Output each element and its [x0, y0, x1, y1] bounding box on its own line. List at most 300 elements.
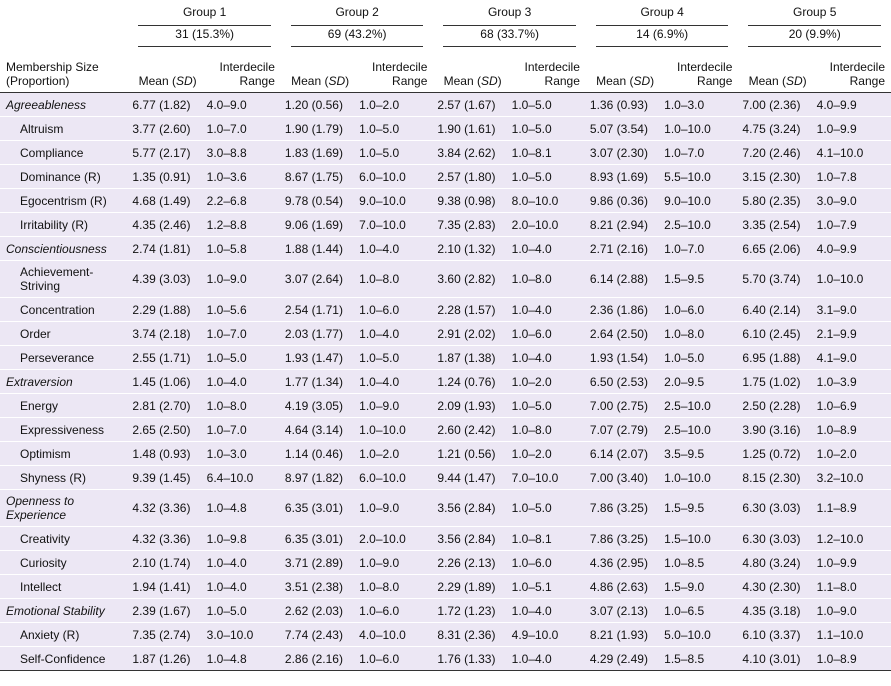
mean-sd-cell: 6.65 (2.06)	[738, 237, 812, 261]
mean-sd-cell: 3.60 (2.82)	[433, 261, 507, 298]
mean-sd-cell: 1.93 (1.54)	[586, 346, 660, 370]
range-cell: 1.5–9.5	[660, 490, 738, 527]
mean-sd-cell: 1.14 (0.46)	[281, 442, 355, 466]
facet-label: Optimism	[0, 442, 128, 466]
range-cell: 1.0–6.0	[508, 551, 586, 575]
mean-sd-cell: 4.10 (3.01)	[738, 647, 812, 671]
factor-label: Agreeableness	[0, 93, 128, 117]
mean-sd-cell: 9.06 (1.69)	[281, 213, 355, 237]
range-cell: 2.0–9.5	[660, 370, 738, 394]
range-cell: 6.0–10.0	[355, 466, 433, 490]
mean-sd-cell: 8.21 (1.93)	[586, 623, 660, 647]
range-cell: 2.5–10.0	[660, 394, 738, 418]
range-cell: 1.0–8.5	[660, 551, 738, 575]
range-cell: 7.0–10.0	[508, 466, 586, 490]
mean-sd-cell: 6.30 (3.03)	[738, 490, 812, 527]
mean-sd-cell: 6.40 (2.14)	[738, 298, 812, 322]
range-cell: 1.0–5.0	[508, 93, 586, 117]
range-cell: 3.0–10.0	[203, 623, 281, 647]
range-cell: 1.0–9.9	[813, 551, 891, 575]
range-cell: 1.0–4.0	[508, 298, 586, 322]
mean-sd-cell: 8.15 (2.30)	[738, 466, 812, 490]
mean-sd-cell: 3.07 (2.30)	[586, 141, 660, 165]
mean-sd-cell: 1.87 (1.26)	[128, 647, 202, 671]
range-cell: 1.0–9.9	[813, 117, 891, 141]
range-cell: 1.0–4.8	[203, 647, 281, 671]
range-cell: 1.0–4.0	[203, 370, 281, 394]
mean-sd-cell: 2.36 (1.86)	[586, 298, 660, 322]
range-cell: 4.0–10.0	[355, 623, 433, 647]
header-empty-cell	[0, 0, 128, 26]
range-cell: 1.0–8.1	[508, 527, 586, 551]
range-cell: 2.2–6.8	[203, 189, 281, 213]
mean-sd-cell: 7.86 (3.25)	[586, 490, 660, 527]
mean-sd-cell: 1.21 (0.56)	[433, 442, 507, 466]
range-cell: 1.0–3.6	[203, 165, 281, 189]
range-cell: 2.0–10.0	[508, 213, 586, 237]
mean-label: Mean (	[138, 74, 176, 88]
range-cell: 1.0–5.0	[203, 346, 281, 370]
range-cell: 9.0–10.0	[355, 189, 433, 213]
mean-sd-cell: 6.10 (3.37)	[738, 623, 812, 647]
range-cell: 1.0–8.0	[203, 394, 281, 418]
factor-label: Openness to Experience	[0, 490, 128, 527]
range-cell: 1.0–5.0	[355, 346, 433, 370]
facet-label: Achievement-Striving	[0, 261, 128, 298]
mean-sd-cell: 4.68 (1.49)	[128, 189, 202, 213]
mean-sd-cell: 2.54 (1.71)	[281, 298, 355, 322]
mean-sd-cell: 5.70 (3.74)	[738, 261, 812, 298]
facet-label: Curiosity	[0, 551, 128, 575]
mean-sd-cell: 1.93 (1.47)	[281, 346, 355, 370]
table-row	[0, 442, 891, 466]
interdecile-range-header: Interdecile Range	[660, 48, 738, 93]
range-cell: 1.0–4.8	[203, 490, 281, 527]
mean-sd-cell: 2.62 (2.03)	[281, 599, 355, 623]
factor-label: Extraversion	[0, 370, 128, 394]
mean-sd-cell: 3.90 (3.16)	[738, 418, 812, 442]
range-cell: 1.0–10.0	[355, 418, 433, 442]
mean-sd-cell: 2.26 (2.13)	[433, 551, 507, 575]
mean-close: )	[497, 74, 502, 88]
range-cell: 1.0–7.0	[203, 117, 281, 141]
mean-sd-cell: 6.50 (2.53)	[586, 370, 660, 394]
mean-sd-cell: 7.35 (2.83)	[433, 213, 507, 237]
range-cell: 4.0–9.0	[203, 93, 281, 117]
facet-label: Dominance (R)	[0, 165, 128, 189]
table-header	[0, 0, 891, 93]
range-cell: 1.0–4.0	[508, 346, 586, 370]
range-cell: 1.0–4.0	[508, 237, 586, 261]
mean-sd-cell: 5.77 (2.17)	[128, 141, 202, 165]
mean-sd-cell: 1.83 (1.69)	[281, 141, 355, 165]
mean-sd-cell: 5.80 (2.35)	[738, 189, 812, 213]
subheader-row	[0, 48, 891, 93]
sd-label: SD	[785, 74, 803, 88]
mean-sd-cell: 8.67 (1.75)	[281, 165, 355, 189]
table-row	[0, 189, 891, 213]
mean-sd-cell: 3.56 (2.84)	[433, 527, 507, 551]
mean-sd-cell: 1.87 (1.38)	[433, 346, 507, 370]
mean-sd-cell: 4.86 (2.63)	[586, 575, 660, 599]
range-cell: 1.0–4.0	[203, 551, 281, 575]
range-cell: 1.2–10.0	[813, 527, 891, 551]
mean-sd-cell: 6.10 (2.45)	[738, 322, 812, 346]
mean-sd-header	[433, 48, 507, 93]
range-cell: 1.0–7.0	[660, 141, 738, 165]
factor-label: Conscientiousness	[0, 237, 128, 261]
range-cell: 2.1–9.9	[813, 322, 891, 346]
mean-sd-cell: 2.57 (1.67)	[433, 93, 507, 117]
range-cell: 1.0–5.0	[508, 165, 586, 189]
mean-sd-cell: 2.65 (2.50)	[128, 418, 202, 442]
table-row	[0, 322, 891, 346]
table-row	[0, 346, 891, 370]
mean-sd-cell: 3.84 (2.62)	[433, 141, 507, 165]
interdecile-range-header: Interdecile Range	[813, 48, 891, 93]
range-cell: 1.0–3.0	[660, 93, 738, 117]
table-row	[0, 141, 891, 165]
range-cell: 1.0–8.0	[355, 261, 433, 298]
range-cell: 1.0–4.0	[508, 599, 586, 623]
mean-sd-cell: 4.29 (2.49)	[586, 647, 660, 671]
range-cell: 1.0–8.0	[355, 575, 433, 599]
mean-sd-cell: 6.14 (2.88)	[586, 261, 660, 298]
range-cell: 1.0–7.8	[813, 165, 891, 189]
table-row	[0, 418, 891, 442]
mean-sd-cell: 2.09 (1.93)	[433, 394, 507, 418]
table-row	[0, 527, 891, 551]
range-cell: 1.0–6.0	[508, 322, 586, 346]
group-count-row	[0, 26, 891, 48]
mean-sd-cell: 3.77 (2.60)	[128, 117, 202, 141]
facet-label: Expressiveness	[0, 418, 128, 442]
mean-sd-cell: 1.72 (1.23)	[433, 599, 507, 623]
mean-sd-cell: 1.36 (0.93)	[586, 93, 660, 117]
group-1-header: Group 1	[128, 0, 281, 26]
range-cell: 1.0–4.0	[355, 322, 433, 346]
mean-sd-cell: 4.30 (2.30)	[738, 575, 812, 599]
facet-label: Intellect	[0, 575, 128, 599]
table-row	[0, 490, 891, 527]
range-cell: 1.0–2.0	[508, 442, 586, 466]
mean-sd-cell: 9.39 (1.45)	[128, 466, 202, 490]
group-4-header: Group 4	[586, 0, 739, 26]
range-cell: 1.0–9.0	[355, 551, 433, 575]
range-cell: 1.0–4.0	[355, 237, 433, 261]
group-3-count: 68 (33.7%)	[433, 26, 586, 48]
range-cell: 1.0–8.0	[508, 261, 586, 298]
mean-sd-cell: 4.19 (3.05)	[281, 394, 355, 418]
mean-label: Mean (	[748, 74, 786, 88]
range-cell: 1.0–6.0	[355, 298, 433, 322]
mean-label: Mean (	[596, 74, 634, 88]
range-cell: 4.9–10.0	[508, 623, 586, 647]
range-cell: 6.4–10.0	[203, 466, 281, 490]
mean-sd-cell: 4.64 (3.14)	[281, 418, 355, 442]
group-name-row	[0, 0, 891, 26]
table-row	[0, 117, 891, 141]
mean-sd-cell: 3.15 (2.30)	[738, 165, 812, 189]
sd-label: SD	[175, 74, 193, 88]
mean-label: Mean (	[291, 74, 329, 88]
mean-sd-cell: 8.21 (2.94)	[586, 213, 660, 237]
mean-sd-cell: 6.35 (3.01)	[281, 527, 355, 551]
group-5-header: Group 5	[738, 0, 891, 26]
range-cell: 4.1–9.0	[813, 346, 891, 370]
facet-label: Perseverance	[0, 346, 128, 370]
mean-sd-cell: 8.93 (1.69)	[586, 165, 660, 189]
facet-label: Irritability (R)	[0, 213, 128, 237]
mean-sd-cell: 2.50 (2.28)	[738, 394, 812, 418]
range-cell: 1.0–8.1	[508, 141, 586, 165]
mean-sd-cell: 9.78 (0.54)	[281, 189, 355, 213]
mean-sd-cell: 2.64 (2.50)	[586, 322, 660, 346]
table-row	[0, 647, 891, 671]
table-row	[0, 298, 891, 322]
mean-sd-cell: 7.00 (3.40)	[586, 466, 660, 490]
mean-sd-cell: 2.10 (1.74)	[128, 551, 202, 575]
range-cell: 9.0–10.0	[660, 189, 738, 213]
facet-label: Anxiety (R)	[0, 623, 128, 647]
range-cell: 1.0–5.0	[660, 346, 738, 370]
mean-sd-cell: 1.48 (0.93)	[128, 442, 202, 466]
range-cell: 1.1–8.0	[813, 575, 891, 599]
range-cell: 1.0–2.0	[355, 93, 433, 117]
facet-label: Energy	[0, 394, 128, 418]
range-cell: 1.0–7.0	[203, 322, 281, 346]
range-cell: 1.0–8.0	[508, 418, 586, 442]
mean-sd-cell: 1.77 (1.34)	[281, 370, 355, 394]
range-cell: 5.0–10.0	[660, 623, 738, 647]
mean-sd-header	[128, 48, 202, 93]
mean-sd-cell: 4.80 (3.24)	[738, 551, 812, 575]
range-cell: 1.0–5.8	[203, 237, 281, 261]
range-cell: 1.0–7.0	[203, 418, 281, 442]
range-cell: 1.0–10.0	[813, 261, 891, 298]
mean-sd-cell: 1.90 (1.79)	[281, 117, 355, 141]
range-cell: 5.5–10.0	[660, 165, 738, 189]
mean-sd-cell: 4.36 (2.95)	[586, 551, 660, 575]
range-cell: 7.0–10.0	[355, 213, 433, 237]
mean-sd-cell: 2.29 (1.89)	[433, 575, 507, 599]
mean-sd-cell: 1.24 (0.76)	[433, 370, 507, 394]
group-5-count: 20 (9.9%)	[738, 26, 891, 48]
interdecile-range-header: Interdecile Range	[355, 48, 433, 93]
mean-sd-cell: 2.91 (2.02)	[433, 322, 507, 346]
mean-sd-cell: 2.81 (2.70)	[128, 394, 202, 418]
mean-sd-cell: 3.07 (2.13)	[586, 599, 660, 623]
range-cell: 1.0–5.1	[508, 575, 586, 599]
group-3-header: Group 3	[433, 0, 586, 26]
range-cell: 1.0–10.0	[660, 117, 738, 141]
mean-sd-cell: 4.35 (3.18)	[738, 599, 812, 623]
mean-sd-cell: 8.31 (2.36)	[433, 623, 507, 647]
range-cell: 1.0–9.0	[813, 599, 891, 623]
mean-close: )	[802, 74, 807, 88]
table-row	[0, 551, 891, 575]
mean-sd-cell: 3.74 (2.18)	[128, 322, 202, 346]
mean-sd-cell: 3.71 (2.89)	[281, 551, 355, 575]
range-cell: 1.0–4.0	[508, 647, 586, 671]
group-4-count: 14 (6.9%)	[586, 26, 739, 48]
facet-label: Shyness (R)	[0, 466, 128, 490]
table-body	[0, 93, 891, 671]
range-cell: 2.5–10.0	[660, 418, 738, 442]
range-cell: 1.0–6.0	[355, 647, 433, 671]
mean-sd-cell: 1.88 (1.44)	[281, 237, 355, 261]
mean-sd-cell: 4.32 (3.36)	[128, 527, 202, 551]
range-cell: 4.0–9.9	[813, 237, 891, 261]
range-cell: 1.0–7.9	[813, 213, 891, 237]
mean-sd-cell: 1.90 (1.61)	[433, 117, 507, 141]
mean-sd-cell: 2.39 (1.67)	[128, 599, 202, 623]
range-cell: 3.0–8.8	[203, 141, 281, 165]
range-cell: 3.5–9.5	[660, 442, 738, 466]
table-row	[0, 165, 891, 189]
range-cell: 2.0–10.0	[355, 527, 433, 551]
factor-label: Emotional Stability	[0, 599, 128, 623]
mean-sd-cell: 7.00 (2.75)	[586, 394, 660, 418]
range-cell: 1.0–8.0	[660, 322, 738, 346]
mean-sd-cell: 9.86 (0.36)	[586, 189, 660, 213]
range-cell: 1.0–5.0	[355, 141, 433, 165]
mean-label: Mean (	[443, 74, 481, 88]
range-cell: 3.1–9.0	[813, 298, 891, 322]
mean-sd-cell: 3.51 (2.38)	[281, 575, 355, 599]
mean-sd-header	[738, 48, 812, 93]
facet-label: Compliance	[0, 141, 128, 165]
facet-label: Concentration	[0, 298, 128, 322]
interdecile-range-header: Interdecile Range	[203, 48, 281, 93]
facet-label: Egocentrism (R)	[0, 189, 128, 213]
mean-sd-cell: 1.35 (0.91)	[128, 165, 202, 189]
mean-sd-cell: 4.32 (3.36)	[128, 490, 202, 527]
range-cell: 1.0–8.9	[813, 418, 891, 442]
table-row	[0, 394, 891, 418]
sd-label: SD	[480, 74, 498, 88]
mean-sd-cell: 1.25 (0.72)	[738, 442, 812, 466]
range-cell: 1.0–5.0	[203, 599, 281, 623]
mean-sd-cell: 2.28 (1.57)	[433, 298, 507, 322]
range-cell: 1.0–6.5	[660, 599, 738, 623]
range-cell: 1.5–9.5	[660, 261, 738, 298]
mean-sd-cell: 6.14 (2.07)	[586, 442, 660, 466]
mean-sd-cell: 3.56 (2.84)	[433, 490, 507, 527]
mean-sd-cell: 9.44 (1.47)	[433, 466, 507, 490]
range-cell: 1.0–10.0	[660, 466, 738, 490]
range-cell: 1.5–8.5	[660, 647, 738, 671]
range-cell: 2.5–10.0	[660, 213, 738, 237]
range-cell: 4.1–10.0	[813, 141, 891, 165]
mean-sd-cell: 4.75 (3.24)	[738, 117, 812, 141]
mean-sd-cell: 7.86 (3.25)	[586, 527, 660, 551]
mean-sd-cell: 1.94 (1.41)	[128, 575, 202, 599]
mean-sd-cell: 1.76 (1.33)	[433, 647, 507, 671]
mean-sd-cell: 2.60 (2.42)	[433, 418, 507, 442]
range-cell: 1.0–6.0	[660, 298, 738, 322]
range-cell: 3.0–9.0	[813, 189, 891, 213]
range-cell: 4.0–9.9	[813, 93, 891, 117]
sd-label: SD	[633, 74, 651, 88]
facet-label: Order	[0, 322, 128, 346]
range-cell: 8.0–10.0	[508, 189, 586, 213]
mean-sd-cell: 2.74 (1.81)	[128, 237, 202, 261]
mean-sd-cell: 6.77 (1.82)	[128, 93, 202, 117]
mean-sd-cell: 9.38 (0.98)	[433, 189, 507, 213]
mean-sd-cell: 2.86 (2.16)	[281, 647, 355, 671]
mean-sd-cell: 6.35 (3.01)	[281, 490, 355, 527]
mean-sd-cell: 5.07 (3.54)	[586, 117, 660, 141]
facet-label: Creativity	[0, 527, 128, 551]
range-cell: 1.0–4.0	[203, 575, 281, 599]
range-cell: 1.0–5.0	[508, 117, 586, 141]
table-row	[0, 237, 891, 261]
mean-sd-cell: 2.55 (1.71)	[128, 346, 202, 370]
mean-sd-cell: 7.07 (2.79)	[586, 418, 660, 442]
range-cell: 3.2–10.0	[813, 466, 891, 490]
mean-close: )	[650, 74, 655, 88]
table-row	[0, 575, 891, 599]
range-cell: 1.0–2.0	[813, 442, 891, 466]
range-cell: 1.0–5.0	[355, 117, 433, 141]
table-row	[0, 213, 891, 237]
range-cell: 1.0–5.0	[508, 490, 586, 527]
interdecile-range-header: Interdecile Range	[508, 48, 586, 93]
range-cell: 1.0–9.0	[355, 394, 433, 418]
range-cell: 1.0–9.8	[203, 527, 281, 551]
mean-sd-cell: 3.35 (2.54)	[738, 213, 812, 237]
facet-label: Self-Confidence	[0, 647, 128, 671]
mean-sd-cell: 1.75 (1.02)	[738, 370, 812, 394]
table-row	[0, 623, 891, 647]
range-cell: 1.0–3.0	[203, 442, 281, 466]
mean-sd-cell: 1.45 (1.06)	[128, 370, 202, 394]
mean-sd-cell: 7.74 (2.43)	[281, 623, 355, 647]
mean-sd-cell: 2.10 (1.32)	[433, 237, 507, 261]
range-cell: 1.0–9.0	[203, 261, 281, 298]
table-row	[0, 370, 891, 394]
range-cell: 1.5–10.0	[660, 527, 738, 551]
range-cell: 1.0–4.0	[355, 370, 433, 394]
range-cell: 1.1–10.0	[813, 623, 891, 647]
range-cell: 1.0–6.0	[355, 599, 433, 623]
group-1-count: 31 (15.3%)	[128, 26, 281, 48]
mean-close: )	[345, 74, 350, 88]
range-cell: 6.0–10.0	[355, 165, 433, 189]
mean-sd-cell: 6.95 (1.88)	[738, 346, 812, 370]
range-cell: 1.0–2.0	[508, 370, 586, 394]
mean-sd-cell: 2.71 (2.16)	[586, 237, 660, 261]
mean-sd-cell: 2.57 (1.80)	[433, 165, 507, 189]
range-cell: 1.0–6.9	[813, 394, 891, 418]
table-row	[0, 261, 891, 298]
mean-sd-cell: 6.30 (3.03)	[738, 527, 812, 551]
membership-size-header: Membership Size (Proportion)	[0, 26, 128, 93]
mean-sd-header	[586, 48, 660, 93]
range-cell: 1.0–2.0	[355, 442, 433, 466]
table-row	[0, 466, 891, 490]
range-cell: 1.0–5.6	[203, 298, 281, 322]
mean-sd-cell: 3.07 (2.64)	[281, 261, 355, 298]
range-cell: 1.2–8.8	[203, 213, 281, 237]
mean-sd-cell: 7.20 (2.46)	[738, 141, 812, 165]
table-row	[0, 93, 891, 117]
mean-sd-cell: 4.35 (2.46)	[128, 213, 202, 237]
group-2-header: Group 2	[281, 0, 434, 26]
range-cell: 1.0–5.0	[508, 394, 586, 418]
mean-sd-cell: 2.03 (1.77)	[281, 322, 355, 346]
